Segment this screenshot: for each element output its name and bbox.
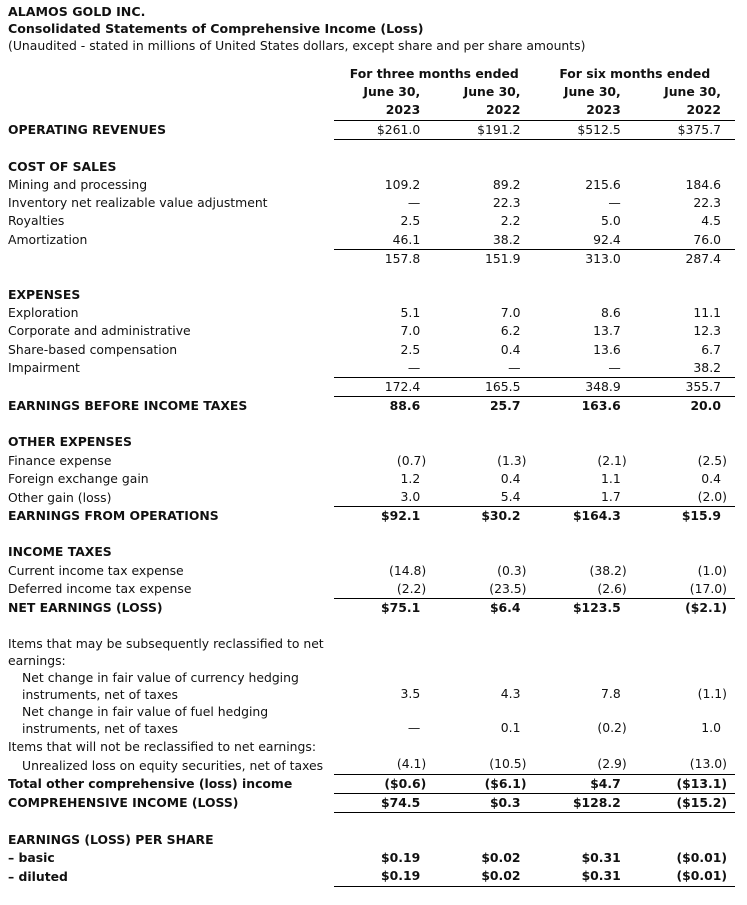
empty-cell — [334, 737, 434, 755]
row-label: Share-based compensation — [8, 341, 178, 357]
spacer — [8, 415, 735, 433]
row-label: Impairment — [8, 360, 80, 376]
value-h1-2023: 8.6 — [601, 305, 621, 321]
value-h1-2023: 7.8 — [601, 686, 621, 702]
value-q2-2023: 2.5 — [400, 213, 421, 229]
value-q2-2022: $0.02 — [481, 850, 521, 866]
empty-cell — [434, 737, 534, 755]
value-h1-2022: 355.7 — [635, 378, 735, 397]
value-q2-2023: ($0.6) — [334, 774, 434, 793]
spacer-row — [8, 525, 735, 543]
empty-cell — [535, 635, 635, 669]
value-q2-2023: 157.8 — [384, 250, 421, 266]
six-months-header: For six months ended — [559, 66, 711, 81]
eps-basic-row — [8, 849, 735, 867]
value-h1-2022: 6.7 — [701, 341, 722, 357]
row-label: Amortization — [8, 232, 88, 248]
value-q2-2022: 151.9 — [485, 250, 521, 266]
row-label: Corporate and administrative — [8, 323, 191, 339]
row-label: OPERATING REVENUES — [8, 122, 167, 138]
column-year: 2022 — [486, 102, 521, 118]
income-taxes-item — [8, 580, 735, 599]
income-statement-table — [8, 65, 735, 887]
oci-subheading: Items that may be subsequently reclassified to net earnings: — [8, 636, 324, 669]
eps-heading — [8, 831, 735, 849]
other-expenses-item — [8, 470, 735, 488]
header-blank — [8, 65, 334, 83]
row-label: Inventory net realizable value adjustment — [8, 195, 268, 211]
spacer-row — [8, 268, 735, 286]
value-q2-2022: (23.5) — [434, 580, 534, 599]
value-h1-2023: $128.2 — [535, 793, 635, 812]
value-q2-2022: (1.3) — [497, 452, 527, 468]
expenses-item — [8, 341, 735, 359]
value-q2-2023: 2.5 — [400, 341, 421, 357]
value-h1-2023: 5.0 — [601, 213, 621, 229]
row-label: Exploration — [8, 305, 79, 321]
value-q2-2022: (10.5) — [434, 755, 534, 774]
value-q2-2023: $75.1 — [381, 600, 421, 616]
value-q2-2023: (2.2) — [334, 580, 434, 599]
value-h1-2022: ($13.1) — [635, 774, 735, 793]
value-h1-2022: ($0.01) — [676, 850, 728, 866]
value-h1-2023: $0.31 — [581, 850, 621, 866]
value-h1-2022: 38.2 — [635, 359, 735, 378]
cost-of-sales-item — [8, 212, 735, 230]
operating-revenues-row — [8, 120, 735, 139]
three-months-header: For three months ended — [349, 66, 519, 81]
oci-subheading: Items that will not be reclassified to net earnings: — [8, 739, 317, 755]
value-q2-2022: 5.4 — [434, 488, 534, 507]
value-q2-2023: $92.1 — [381, 508, 421, 524]
value-q2-2022: ($6.1) — [434, 774, 534, 793]
value-h1-2022: (13.0) — [635, 755, 735, 774]
expenses-heading — [8, 286, 735, 304]
value-q2-2022: 4.3 — [500, 686, 521, 702]
income-taxes-heading — [8, 543, 735, 561]
row-label: Finance expense — [8, 452, 112, 468]
row-label: Foreign exchange gain — [8, 470, 149, 486]
value-q2-2023: (0.7) — [396, 452, 427, 468]
oci-equity-securities-row — [8, 755, 735, 774]
value-h1-2022: $375.7 — [635, 120, 735, 139]
oci-not-reclassified-heading — [8, 737, 735, 755]
expenses-item — [8, 304, 735, 322]
value-h1-2023: $164.3 — [572, 508, 621, 524]
value-q2-2022: 0.1 — [500, 720, 521, 736]
value-h1-2023: (2.9) — [535, 755, 635, 774]
value-q2-2023: $74.5 — [334, 793, 434, 812]
row-label: Net change in fair value of currency hedging instruments, net of taxes — [22, 670, 299, 703]
value-h1-2022: 0.4 — [701, 470, 722, 486]
value-q2-2023: — — [334, 359, 434, 378]
value-h1-2023: 313.0 — [585, 250, 621, 266]
value-q2-2022: $191.2 — [434, 120, 534, 139]
value-h1-2022: (1.0) — [697, 562, 728, 578]
value-h1-2023: (2.6) — [535, 580, 635, 599]
value-h1-2022: 20.0 — [690, 398, 722, 414]
column-year-header — [8, 101, 735, 120]
row-label: EARNINGS BEFORE INCOME TAXES — [8, 398, 248, 414]
row-label: Deferred income tax expense — [8, 581, 192, 597]
value-q2-2023: 1.2 — [400, 470, 421, 486]
header-blank — [8, 101, 334, 120]
row-label: Unrealized loss on equity securities, net of taxes — [22, 758, 324, 774]
value-q2-2022: 6.2 — [500, 323, 521, 339]
row-label: – basic — [8, 850, 55, 866]
column-date: June 30, — [563, 84, 621, 100]
value-h1-2022: (2.0) — [635, 488, 735, 507]
statement-subtitle: (Unaudited - stated in millions of United States dollars, except share and per share amounts) — [8, 38, 586, 53]
row-label: Total other comprehensive (loss) income — [8, 776, 293, 792]
section-heading: EARNINGS (LOSS) PER SHARE — [8, 832, 214, 848]
value-q2-2023: 7.0 — [400, 323, 421, 339]
empty-cell — [635, 737, 735, 755]
value-q2-2022: 25.7 — [489, 398, 521, 414]
cost-of-sales-item — [8, 194, 735, 212]
row-label: – diluted — [8, 868, 68, 884]
cost-of-sales-heading — [8, 158, 735, 176]
value-h1-2023: — — [535, 359, 635, 378]
column-date: June 30, — [363, 84, 421, 100]
column-date-header — [8, 83, 735, 101]
value-h1-2023: 13.7 — [593, 323, 621, 339]
expenses-subtotal — [8, 378, 735, 397]
value-h1-2023: $123.5 — [572, 600, 621, 616]
column-date: June 30, — [664, 84, 722, 100]
value-q2-2022: 0.4 — [500, 470, 521, 486]
value-q2-2022: 38.2 — [434, 231, 534, 250]
other-expenses-item — [8, 452, 735, 470]
value-h1-2023: 1.1 — [601, 470, 621, 486]
row-label: Current income tax expense — [8, 562, 184, 578]
value-q2-2023: 46.1 — [334, 231, 434, 250]
value-h1-2022: 4.5 — [701, 213, 722, 229]
spacer-row — [8, 813, 735, 832]
value-q2-2023: (14.8) — [388, 562, 427, 578]
value-q2-2022: 0.4 — [500, 341, 521, 357]
section-heading: COST OF SALES — [8, 158, 117, 174]
value-q2-2023: $0.19 — [381, 850, 421, 866]
empty-cell — [334, 635, 434, 669]
value-q2-2022: 89.2 — [492, 177, 521, 193]
value-h1-2022: $15.9 — [681, 508, 722, 524]
cost-of-sales-item — [8, 176, 735, 194]
value-q2-2023: 3.0 — [334, 488, 434, 507]
subtotal-label — [8, 378, 334, 397]
value-h1-2022: 184.6 — [685, 177, 722, 193]
section-heading: OTHER EXPENSES — [8, 434, 132, 450]
value-q2-2022: $0.02 — [434, 867, 534, 886]
section-heading: EXPENSES — [8, 287, 81, 303]
value-h1-2022: ($2.1) — [685, 600, 728, 616]
spacer — [8, 617, 735, 635]
value-q2-2022: $0.3 — [434, 793, 534, 812]
value-q2-2022: 22.3 — [492, 195, 521, 211]
value-h1-2022: 76.0 — [635, 231, 735, 250]
value-q2-2023: $0.19 — [334, 867, 434, 886]
column-year: 2023 — [586, 102, 621, 118]
value-q2-2023: 3.5 — [400, 686, 421, 702]
cost-of-sales-item — [8, 231, 735, 250]
spacer — [8, 139, 735, 158]
comprehensive-income-row — [8, 793, 735, 812]
statement-title: Consolidated Statements of Comprehensive Income (Loss) — [8, 21, 424, 36]
oci-currency-hedging-row — [8, 669, 735, 703]
other-expenses-heading — [8, 433, 735, 451]
value-h1-2023: 348.9 — [535, 378, 635, 397]
value-h1-2023: $0.31 — [535, 867, 635, 886]
earnings-from-operations-row — [8, 507, 735, 526]
spacer — [8, 525, 735, 543]
subtotal-label — [8, 249, 334, 268]
value-h1-2023: (0.2) — [597, 720, 627, 736]
value-h1-2023: $4.7 — [535, 774, 635, 793]
row-label: Other gain (loss) — [8, 489, 112, 505]
value-h1-2023: 92.4 — [535, 231, 635, 250]
value-q2-2022: 165.5 — [434, 378, 534, 397]
value-q2-2023: 5.1 — [400, 305, 421, 321]
eps-diluted-row — [8, 867, 735, 886]
expenses-item — [8, 322, 735, 340]
row-label: EARNINGS FROM OPERATIONS — [8, 508, 219, 524]
company-name: ALAMOS GOLD INC. — [8, 4, 146, 19]
oci-fuel-hedging-row — [8, 703, 735, 737]
spacer-row — [8, 415, 735, 433]
value-h1-2022: 1.0 — [701, 720, 722, 736]
column-year: 2023 — [385, 102, 421, 118]
value-h1-2023: 1.7 — [535, 488, 635, 507]
row-label: Net change in fair value of fuel hedging instruments, net of taxes — [22, 704, 269, 737]
row-label: Royalties — [8, 213, 65, 229]
value-q2-2022: 2.2 — [500, 213, 521, 229]
net-earnings-row — [8, 599, 735, 618]
value-h1-2022: (17.0) — [635, 580, 735, 599]
cost-of-sales-subtotal — [8, 249, 735, 268]
value-h1-2022: ($0.01) — [635, 867, 735, 886]
value-h1-2023: 163.6 — [581, 398, 621, 414]
value-h1-2023: (38.2) — [589, 562, 627, 578]
spacer — [8, 268, 735, 286]
column-group-header — [8, 65, 735, 83]
value-q2-2022: $6.4 — [489, 600, 521, 616]
spacer-row — [8, 139, 735, 158]
income-taxes-item — [8, 562, 735, 580]
value-h1-2022: 287.4 — [685, 250, 722, 266]
column-date: June 30, — [463, 84, 521, 100]
value-h1-2022: (1.1) — [697, 686, 728, 702]
value-q2-2023: (4.1) — [334, 755, 434, 774]
value-q2-2023: 172.4 — [334, 378, 434, 397]
earnings-before-taxes-row — [8, 397, 735, 416]
spacer — [8, 813, 735, 832]
value-q2-2022: — — [434, 359, 534, 378]
section-heading: INCOME TAXES — [8, 544, 112, 560]
value-h1-2022: ($15.2) — [635, 793, 735, 812]
value-q2-2023: $261.0 — [334, 120, 434, 139]
value-h1-2023: (2.1) — [597, 452, 627, 468]
value-q2-2023: 88.6 — [389, 398, 421, 414]
value-q2-2023: 109.2 — [384, 177, 421, 193]
expenses-item — [8, 359, 735, 378]
value-h1-2022: 12.3 — [693, 323, 722, 339]
other-expenses-item — [8, 488, 735, 507]
value-h1-2022: 22.3 — [693, 195, 722, 211]
spacer-row — [8, 617, 735, 635]
value-q2-2023: — — [407, 195, 421, 211]
value-q2-2022: $30.2 — [481, 508, 521, 524]
value-q2-2023: — — [407, 720, 421, 736]
value-h1-2023: 215.6 — [585, 177, 621, 193]
header-blank — [8, 83, 334, 101]
empty-cell — [635, 635, 735, 669]
row-label: NET EARNINGS (LOSS) — [8, 600, 163, 616]
value-q2-2022: 7.0 — [500, 305, 521, 321]
value-h1-2023: $512.5 — [535, 120, 635, 139]
total-oci-row — [8, 774, 735, 793]
empty-cell — [434, 635, 534, 669]
row-label: COMPREHENSIVE INCOME (LOSS) — [8, 795, 239, 811]
value-h1-2023: — — [608, 195, 621, 211]
value-q2-2022: (0.3) — [497, 562, 527, 578]
oci-reclassified-heading — [8, 635, 735, 669]
value-h1-2023: 13.6 — [593, 341, 621, 357]
empty-cell — [535, 737, 635, 755]
column-year: 2022 — [686, 102, 722, 118]
value-h1-2022: (2.5) — [697, 452, 728, 468]
row-label: Mining and processing — [8, 177, 148, 193]
value-h1-2022: 11.1 — [693, 305, 722, 321]
